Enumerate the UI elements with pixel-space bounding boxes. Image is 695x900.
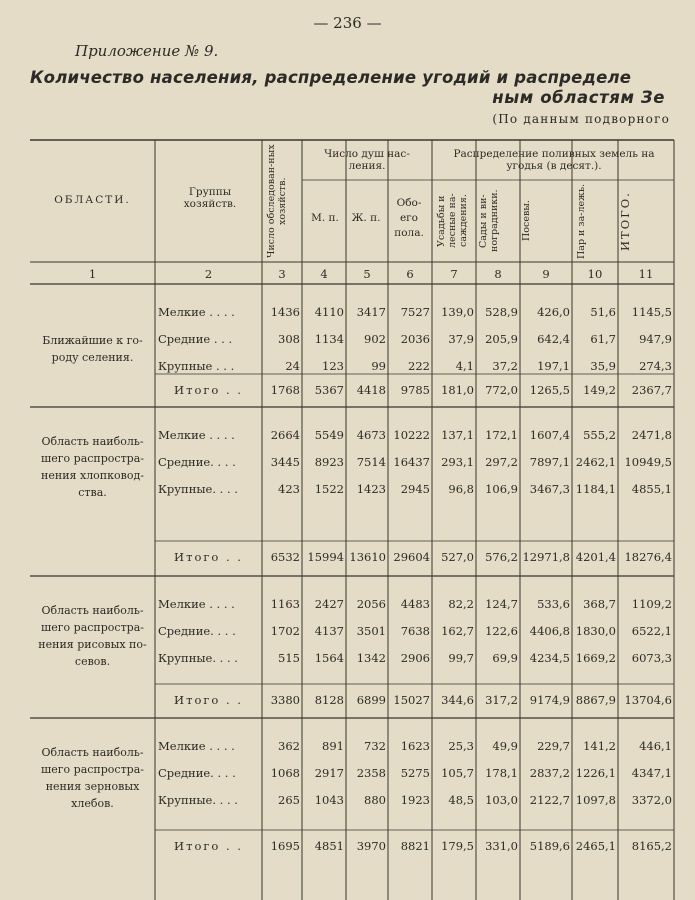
region-label [30,433,155,501]
total-cell: 13610 [349,550,386,564]
data-cell: 4855,1 [631,482,672,496]
data-cell: 1184,1 [575,482,616,496]
data-cell: 35,9 [590,359,616,373]
data-cell: 515 [278,651,300,665]
column-number: 4 [320,267,328,281]
header-fallow: Пар и за-лежь. [576,183,587,259]
column-number: 9 [542,267,550,281]
data-cell: 16437 [393,455,430,469]
region-label-line: шего распростра- [41,763,144,776]
data-cell: 1145,5 [631,305,672,319]
data-cell: 25,3 [448,739,474,753]
data-cell: 61,7 [590,332,616,346]
total-cell: 6532 [270,550,300,564]
total-cell: 317,2 [485,693,518,707]
region-label-line: севов. [74,655,111,668]
data-cell: 10222 [393,428,430,442]
group-label: Средние. . . . [158,624,236,638]
data-cell: 1342 [356,651,386,665]
data-cell: 137,1 [441,428,474,442]
data-cell: 293,1 [441,455,474,469]
data-cell: 4110 [314,305,344,319]
total-label: Итого . . [174,550,243,564]
data-cell: 368,7 [583,597,616,611]
group-label: Средние. . . . [158,455,236,469]
data-cell: 10949,5 [624,455,672,469]
header-households: Число обследован-ных хозяйств. [266,144,288,258]
region-label-line: ства. [78,486,107,499]
header-groups: Группы хозяйств. [183,186,237,210]
region-label-line: хлебов. [71,797,114,810]
data-cell: 265 [278,793,300,807]
total-cell: 576,2 [485,550,518,564]
region-label [30,602,155,670]
header-both: Обо-его пола. [394,197,424,239]
data-cell: 49,9 [492,739,518,753]
data-cell: 99,7 [448,651,474,665]
group-label: Крупные . . . [158,359,235,373]
data-cell: 103,0 [485,793,518,807]
data-cell: 162,7 [441,624,474,638]
total-cell: 4418 [356,383,386,397]
data-cell: 37,9 [448,332,474,346]
header-male: М. п. [311,212,339,224]
group-label: Средние. . . . [158,766,236,780]
total-cell: 4851 [314,839,344,853]
data-cell: 69,9 [492,651,518,665]
data-cell: 222 [408,359,430,373]
data-cell: 1607,4 [529,428,570,442]
data-cell: 2906 [400,651,430,665]
column-number: 8 [494,267,502,281]
data-cell: 51,6 [590,305,616,319]
group-label: Средние . . . [158,332,233,346]
total-cell: 6899 [356,693,386,707]
region-label-line: шего распростра- [41,452,144,465]
data-cell: 172,1 [485,428,518,442]
region-label-line: нения хлопковод- [41,469,144,482]
total-cell: 9174,9 [529,693,570,707]
data-cell: 1436 [270,305,300,319]
data-cell: 4137 [314,624,344,638]
data-cell: 274,3 [639,359,672,373]
data-cell: 4406,8 [529,624,570,638]
column-number: 3 [278,267,286,281]
total-cell: 18276,4 [624,550,672,564]
total-cell: 13704,6 [624,693,672,707]
data-cell: 297,2 [485,455,518,469]
column-number: 6 [406,267,414,281]
header-gardens: Сады и ви-ноградники. [478,189,500,253]
header-estates: Усадьбы и лесные на-саждения. [436,193,469,249]
group-label: Крупные. . . . [158,793,238,807]
table-subtitle: (По данным подворного [492,112,670,126]
total-cell: 2367,7 [631,383,672,397]
region-label-line: нения зерновых [45,780,140,793]
total-cell: 15994 [307,550,344,564]
column-number: 11 [638,267,654,281]
data-cell: 308 [278,332,300,346]
data-cell: 1097,8 [575,793,616,807]
total-cell: 3970 [356,839,386,853]
header-crops: Посевы. [521,200,532,242]
column-number: 2 [204,267,213,281]
data-cell: 3501 [356,624,386,638]
data-cell: 2945 [400,482,430,496]
data-cell: 2427 [314,597,344,611]
data-cell: 2358 [356,766,386,780]
data-cell: 2664 [270,428,300,442]
data-cell: 82,2 [448,597,474,611]
data-cell: 947,9 [639,332,672,346]
data-cell: 5275 [400,766,430,780]
region-label-line: Область наиболь- [41,746,144,759]
data-cell: 139,0 [441,305,474,319]
data-cell: 1109,2 [631,597,672,611]
data-cell: 4,1 [455,359,474,373]
total-cell: 149,2 [583,383,616,397]
total-cell: 1265,5 [529,383,570,397]
page-number: — 236 — [313,14,382,32]
total-cell: 527,0 [441,550,474,564]
data-cell: 7527 [400,305,430,319]
total-cell: 2465,1 [575,839,616,853]
data-cell: 1043 [314,793,344,807]
total-cell: 1768 [270,383,300,397]
total-cell: 331,0 [485,839,518,853]
data-cell: 123 [322,359,344,373]
data-cell: 37,2 [492,359,518,373]
data-cell: 1068 [270,766,300,780]
data-cell: 106,9 [485,482,518,496]
total-cell: 9785 [400,383,430,397]
total-label: Итого . . [174,839,243,853]
data-cell: 3445 [270,455,300,469]
data-cell: 1702 [270,624,300,638]
data-cell: 732 [364,739,386,753]
data-cell: 2036 [400,332,430,346]
group-label: Крупные. . . . [158,651,238,665]
data-cell: 7514 [356,455,386,469]
data-cell: 1423 [356,482,386,496]
data-cell: 4347,1 [631,766,672,780]
total-cell: 8165,2 [631,839,672,853]
data-cell: 3372,0 [631,793,672,807]
data-cell: 1134 [314,332,344,346]
data-cell: 7638 [400,624,430,638]
data-cell: 4673 [356,428,386,442]
region-label-line: роду селения. [51,351,134,364]
total-cell: 179,5 [441,839,474,853]
total-cell: 5189,6 [529,839,570,853]
total-label: Итого . . [174,383,243,397]
data-cell: 7897,1 [529,455,570,469]
region-label-line: нения рисовых по- [38,638,147,651]
data-cell: 2056 [356,597,386,611]
data-cell: 3417 [356,305,386,319]
data-cell: 528,9 [485,305,518,319]
appendix-label: Приложение № 9. [75,42,219,60]
total-cell: 344,6 [441,693,474,707]
column-number: 1 [88,267,97,281]
data-cell: 1669,2 [575,651,616,665]
header-total: ИТОГО. [618,191,632,251]
data-cell: 446,1 [639,739,672,753]
data-cell: 2462,1 [575,455,616,469]
total-cell: 181,0 [441,383,474,397]
data-cell: 1522 [314,482,344,496]
data-cell: 205,9 [485,332,518,346]
header-regions: ОБЛАСТИ. [54,194,131,206]
region-label-line: Область наиболь- [41,435,144,448]
total-label: Итого . . [174,693,243,707]
region-label-line: шего распростра- [41,621,144,634]
data-cell: 533,6 [537,597,570,611]
data-cell: 423 [278,482,300,496]
data-cell: 178,1 [485,766,518,780]
data-cell: 555,2 [583,428,616,442]
data-cell: 141,2 [583,739,616,753]
column-number: 7 [450,267,458,281]
table-title-line-2: ным областям Зе [492,88,665,107]
data-cell: 5549 [314,428,344,442]
data-cell: 1623 [400,739,430,753]
data-cell: 891 [322,739,344,753]
data-cell: 6073,3 [631,651,672,665]
data-cell: 1564 [314,651,344,665]
group-label: Крупные. . . . [158,482,238,496]
data-cell: 96,8 [448,482,474,496]
total-cell: 12971,8 [522,550,570,564]
total-cell: 3380 [270,693,300,707]
data-cell: 4234,5 [529,651,570,665]
group-label: Мелкие . . . . [158,597,235,611]
total-cell: 15027 [393,693,430,707]
data-cell: 362 [278,739,300,753]
data-cell: 426,0 [537,305,570,319]
data-cell: 229,7 [537,739,570,753]
data-cell: 880 [364,793,386,807]
group-label: Мелкие . . . . [158,739,235,753]
region-label-line: Область наиболь- [41,604,144,617]
header-irrigated: Распределение поливных земель на угодья (в десят.). [453,148,655,172]
group-label: Мелкие . . . . [158,305,235,319]
total-cell: 5367 [314,383,344,397]
data-cell: 197,1 [537,359,570,373]
group-label: Мелкие . . . . [158,428,235,442]
data-cell: 1923 [400,793,430,807]
column-number: 5 [363,267,371,281]
data-cell: 1226,1 [575,766,616,780]
data-cell: 8923 [314,455,344,469]
data-cell: 4483 [400,597,430,611]
data-cell: 902 [364,332,386,346]
total-cell: 8128 [314,693,344,707]
data-cell: 6522,1 [631,624,672,638]
data-cell: 124,7 [485,597,518,611]
total-cell: 29604 [393,550,430,564]
data-cell: 1830,0 [575,624,616,638]
region-label [30,332,155,366]
data-cell: 24 [285,359,300,373]
column-number: 10 [587,267,603,281]
data-cell: 2122,7 [529,793,570,807]
data-cell: 2837,2 [529,766,570,780]
data-cell: 105,7 [441,766,474,780]
data-cell: 642,4 [537,332,570,346]
total-cell: 8821 [400,839,430,853]
data-cell: 48,5 [448,793,474,807]
region-label-line: Ближайшие к го- [42,334,143,347]
data-cell: 1163 [270,597,300,611]
data-cell: 99 [371,359,386,373]
data-cell: 3467,3 [529,482,570,496]
total-cell: 772,0 [485,383,518,397]
total-cell: 1695 [270,839,300,853]
header-souls: Число душ нас-ления. [324,148,410,172]
region-label [30,744,155,812]
data-cell: 2471,8 [631,428,672,442]
table-title-line-1: Количество населения, распределение угодий и распределе [30,68,632,87]
total-cell: 4201,4 [575,550,616,564]
header-female: Ж. п. [351,212,381,224]
data-cell: 2917 [314,766,344,780]
total-cell: 8867,9 [575,693,616,707]
data-cell: 122,6 [485,624,518,638]
